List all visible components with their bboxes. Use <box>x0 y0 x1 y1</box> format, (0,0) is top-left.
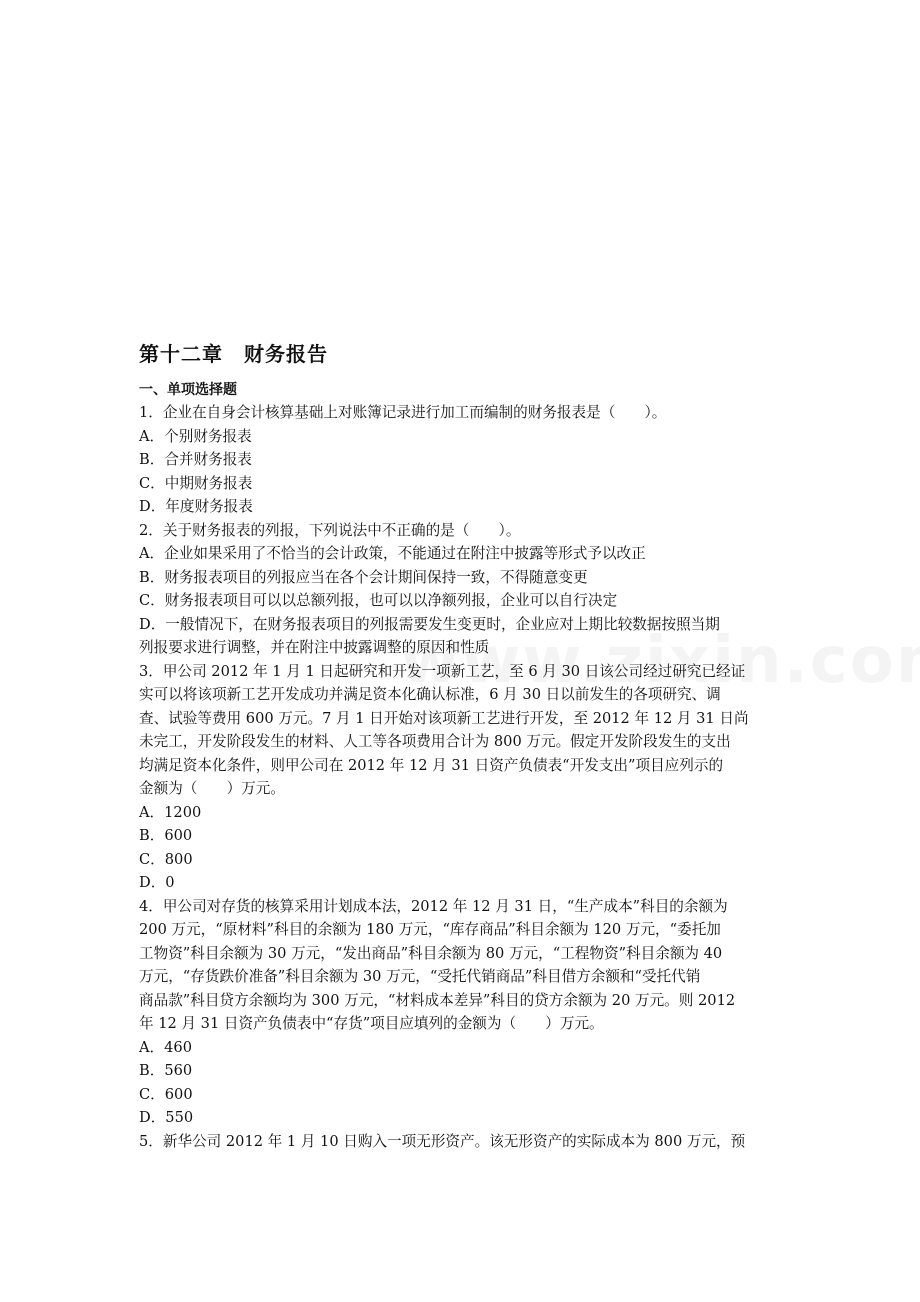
text-line: C．财务报表项目可以以总额列报，也可以以净额列报，企业可以自行决定 <box>139 592 618 609</box>
text-line: A．个别财务报表 <box>139 427 252 445</box>
text-line: B．财务报表项目的列报应当在各个会计期间保持一致，不得随意变更 <box>139 568 588 586</box>
text-line: 3．甲公司 2012 年 1 月 1 日起研究和开发一项新工艺，至 6 月 30 日该公司经过研究已经证 <box>139 662 746 680</box>
text-line: C．800 <box>139 850 193 868</box>
text-line: D．550 <box>139 1109 194 1126</box>
text-line: D．年度财务报表 <box>139 498 253 515</box>
text-line: B．560 <box>139 1062 193 1079</box>
text-line: 万元，“存货跌价准备”科目余额为 30 万元，“受托代销商品”科目借方余额和“受托代销 <box>139 968 701 985</box>
text-line: A．460 <box>139 1038 192 1056</box>
text-line: 年 12 月 31 日资产负债表中“存货”项目应填列的金额为（ ）万元。 <box>139 1015 604 1032</box>
text-line: D．一般情况下，在财务报表项目的列报需要发生变更时，企业应对上期比较数据按照当期 <box>139 615 720 633</box>
text-line: 2．关于财务报表的列报，下列说法中不正确的是（ ）。 <box>139 521 521 539</box>
text-line: 1．企业在自身会计核算基础上对账簿记录进行加工而编制的财务报表是（ ）。 <box>139 404 667 421</box>
text-line: 金额为（ ）万元。 <box>139 780 285 797</box>
text-line: B．600 <box>139 827 193 844</box>
text-line: 未完工，开发阶段发生的材料、人工等各项费用合计为 800 万元。假定开发阶段发生的支出 <box>139 733 731 750</box>
text-line: 商品款”科目贷方余额均为 300 万元，“材料成本差异”科目的贷方余额为 20 万元。则 2012 <box>139 991 736 1009</box>
text-line: A．1200 <box>139 803 202 821</box>
text-line: A．企业如果采用了不恰当的会计政策，不能通过在附注中披露等形式予以改正 <box>139 545 646 562</box>
text-line: 实可以将该项新工艺开发成功并满足资本化确认标准，6 月 30 日以前发生的各项研究、调 <box>139 686 721 703</box>
text-line: 列报要求进行调整，并在附注中披露调整的原因和性质 <box>139 639 490 656</box>
document-body <box>139 401 789 1153</box>
section-heading: 一、单项选择题 <box>139 382 237 398</box>
text-line: C．中期财务报表 <box>139 474 253 492</box>
text-line: 5．新华公司 2012 年 1 月 10 日购入一项无形资产。该无形资产的实际成本为 800 万元，预 <box>139 1132 746 1150</box>
chapter-title: 第十二章 财务报告 <box>139 342 328 366</box>
text-line: 4．甲公司对存货的核算采用计划成本法，2012 年 12 月 31 日，“生产成本”科目的余额为 <box>139 897 728 915</box>
text-line: 200 万元，“原材料”科目的余额为 180 万元，“库存商品”科目余额为 120 万元，“委托加 <box>139 921 721 938</box>
text-line: C．600 <box>139 1085 193 1103</box>
text-line: B．合并财务报表 <box>139 451 252 468</box>
text-line: 查、试验等费用 600 万元。7 月 1 日开始对该项新工艺进行开发，至 2012 年 12 月 31 日尚 <box>139 709 749 727</box>
text-line: 工物资”科目余额为 30 万元，“发出商品”科目余额为 80 万元，“工程物资”科目余额为 40 <box>139 944 723 962</box>
text-line: D．0 <box>139 874 175 891</box>
text-line: 均满足资本化条件，则甲公司在 2012 年 12 月 31 日资产负债表“开发支出”项目应列示的 <box>139 756 724 774</box>
